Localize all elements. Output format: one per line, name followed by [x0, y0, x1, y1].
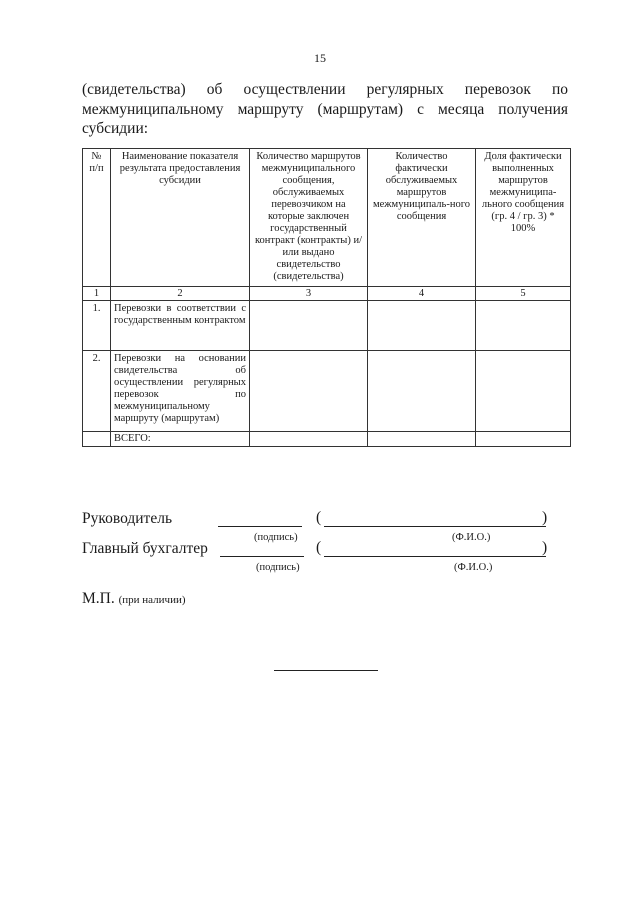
column-numbers-row	[83, 287, 571, 301]
end-divider	[274, 670, 378, 671]
signature-caption: (подпись)	[254, 532, 298, 543]
name-open-paren: (	[316, 509, 322, 526]
total-routes-served	[368, 432, 476, 447]
signature-caption: (подпись)	[256, 562, 300, 573]
table-row	[83, 351, 571, 432]
row-indicator-name: Перевозки в соответствии с государственным контрактом	[111, 301, 250, 351]
page-number: 15	[314, 51, 326, 65]
stamp-note: (при наличии)	[118, 594, 186, 606]
cell-routes-contracted	[250, 351, 368, 432]
table-header-row	[83, 149, 571, 287]
column-number: 1	[83, 287, 111, 301]
name-caption: (Ф.И.О.)	[452, 532, 491, 543]
column-number: 2	[111, 287, 250, 301]
signature-role: Руководитель	[82, 510, 173, 527]
stamp-label: М.П.	[82, 590, 115, 607]
cell-routes-contracted	[250, 301, 368, 351]
name-caption: (Ф.И.О.)	[454, 562, 493, 573]
total-label: ВСЕГО:	[111, 432, 250, 447]
name-close-paren: )	[542, 539, 548, 556]
column-number: 5	[476, 287, 571, 301]
header-indicator-name: Наименование показателя результата предоставления субсидии	[111, 149, 250, 287]
name-open-paren: (	[316, 539, 322, 556]
row-indicator-name: Перевозки на основании свидетельства об осуществлении регулярных перевозок по межмуниципальному маршруту (маршрутам)	[111, 351, 250, 432]
header-routes-share: Доля фактически выполненных маршрутов межмуниципа-льного сообщения (гр. 4 / гр. 3) * 100%	[476, 149, 571, 287]
header-routes-contracted: Количество маршрутов межмуниципального сообщения, обслуживаемых перевозчиком на которые заключен государственный контракт (контракты) и/или выдано свидетельство (свидетельства)	[250, 149, 368, 287]
header-number: № п/п	[83, 149, 111, 287]
row-number: 2.	[83, 351, 111, 432]
signature-role: Главный бухгалтер	[82, 540, 208, 557]
signature-line[interactable]	[218, 526, 302, 527]
row-number: 1.	[83, 301, 111, 351]
column-number: 3	[250, 287, 368, 301]
cell-routes-served	[368, 351, 476, 432]
results-table	[82, 148, 571, 447]
table-row	[83, 301, 571, 351]
intro-paragraph: (свидетельства) об осуществлении регулярных перевозок по межмуниципальному маршруту (маршрутам) с месяца получения субсидии:	[82, 81, 568, 137]
total-routes-share	[476, 432, 571, 447]
cell-routes-served	[368, 301, 476, 351]
total-routes-contracted	[250, 432, 368, 447]
header-routes-served: Количество фактически обслуживаемых маршрутов межмуниципаль-ного сообщения	[368, 149, 476, 287]
cell-routes-share	[476, 301, 571, 351]
cell-routes-share	[476, 351, 571, 432]
signature-chief-accountant	[82, 540, 562, 580]
signature-line[interactable]	[220, 556, 304, 557]
name-close-paren: )	[542, 509, 548, 526]
stamp-placeholder	[82, 590, 186, 608]
name-line[interactable]	[324, 526, 546, 527]
total-number-cell	[83, 432, 111, 447]
column-number: 4	[368, 287, 476, 301]
name-line[interactable]	[324, 556, 546, 557]
total-row	[83, 432, 571, 447]
